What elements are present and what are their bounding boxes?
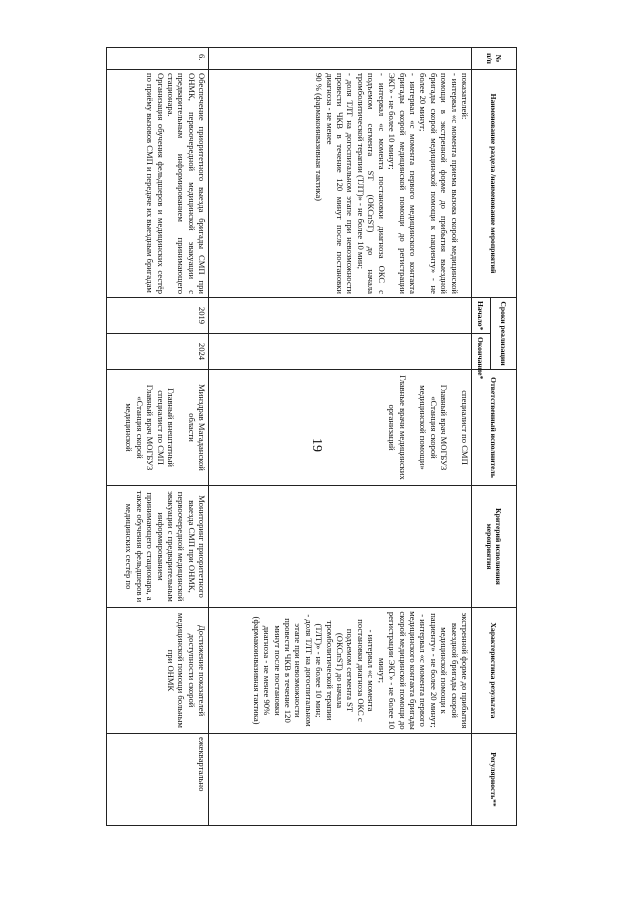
row-end: 2024: [107, 334, 209, 370]
header-terms: Сроки реализации: [490, 298, 516, 370]
header-regularity: Регулярность**: [471, 734, 516, 826]
table-row: [209, 48, 472, 826]
row-start: 2019: [107, 298, 209, 334]
header-name: Наименование раздела /наименование мероприятий: [471, 70, 516, 298]
row-num: [209, 48, 472, 70]
header-responsible: Ответственный исполнитель: [471, 370, 516, 486]
row-regularity: [209, 734, 472, 826]
header-result: Характеристика результата: [471, 608, 516, 734]
row-start: [209, 298, 472, 334]
row-end: [209, 334, 472, 370]
table-row: [107, 48, 209, 826]
row-regularity: ежеквартально: [107, 734, 209, 826]
row-criterion: [209, 486, 472, 608]
header-criterion: Критерий исполнения мероприятия: [471, 486, 516, 608]
page-number: 19: [309, 438, 324, 452]
header-start: Начало*: [471, 298, 490, 334]
row-responsible: специалист по СМП Главный врач МОГБУЗ «Станция скорой медицинской помощи» Главные врачи медицинских организаций: [209, 370, 472, 486]
row-result: экстренной форме до прибытия выездной бригады скорой медицинской помощи к пациенту» - не более 20 минут; - интервал «с момента первого медицинского контакта бригады скорой медицинской помощи до регистрации ЭКГ» - не более 10 минут; - интервал «с момента постановки диагноза ОКС с подъемом сегмента ST (ОКСпST) до начала тромболитической терапии (ТЛТ)» - не более 10 мин; - доля ТЛТ на догоспитальном этапе при невозможности провести ЧКВ в течение 120 минут после постановки диагноза - не менее 90% (фармакоинвазивная тактика): [209, 608, 472, 734]
rotated-table-container: [106, 47, 517, 825]
header-end: Окончание*: [471, 334, 490, 370]
row-criterion: Мониторинг приоритетного выезда СМП при ОНМК, первоочередной медицинской эвакуации с предварительным информированием принимающего стационара, а также обучения фельдшеров и медицинских сестёр по: [107, 486, 209, 608]
measures-table: [106, 47, 517, 826]
row-name: Обеспечение приоритетного выезда бригады СМП при ОНМК, первоочередной медицинской эвакуации с предварительным информированием принимающего стационара. Организация обучения фельдшеров и медицинских сестёр по приёму вызовов СМП и передаче их выездным бригадам: [107, 70, 209, 298]
row-num: 6.: [107, 48, 209, 70]
row-responsible: Минздрав Магаданской области Главный внештатный специалист по СМП Главный врач МОГБУЗ «Станция скорой медицинской: [107, 370, 209, 486]
row-name: показателей: - интервал «с момента приема вызова скорой медицинской помощи в экстренной форме до прибытия выездной бригады скорой медицинской помощи к пациенту» - не более 20 минут; - интервал «с момента первого медицинского контакта бригады скорой медицинской помощи до регистрации ЭКГ» - не более 10 минут; - интервал «с момента постановки диагноза ОКС с подъемом сегмента ST (ОКСпST) до начала тромболитической терапии (ТЛТ)» - не более 10 мин; - доля ТЛТ на догоспитальном этапе при невозможности провести ЧКВ в течение 120 минут после постановки диагноза - не менее 90 % (фармакоинвазивная тактика): [209, 70, 472, 298]
header-num: № п/п: [471, 48, 516, 70]
row-result: Достижение показателей доступности скорой медицинской помощи больным при ОНМК: [107, 608, 209, 734]
